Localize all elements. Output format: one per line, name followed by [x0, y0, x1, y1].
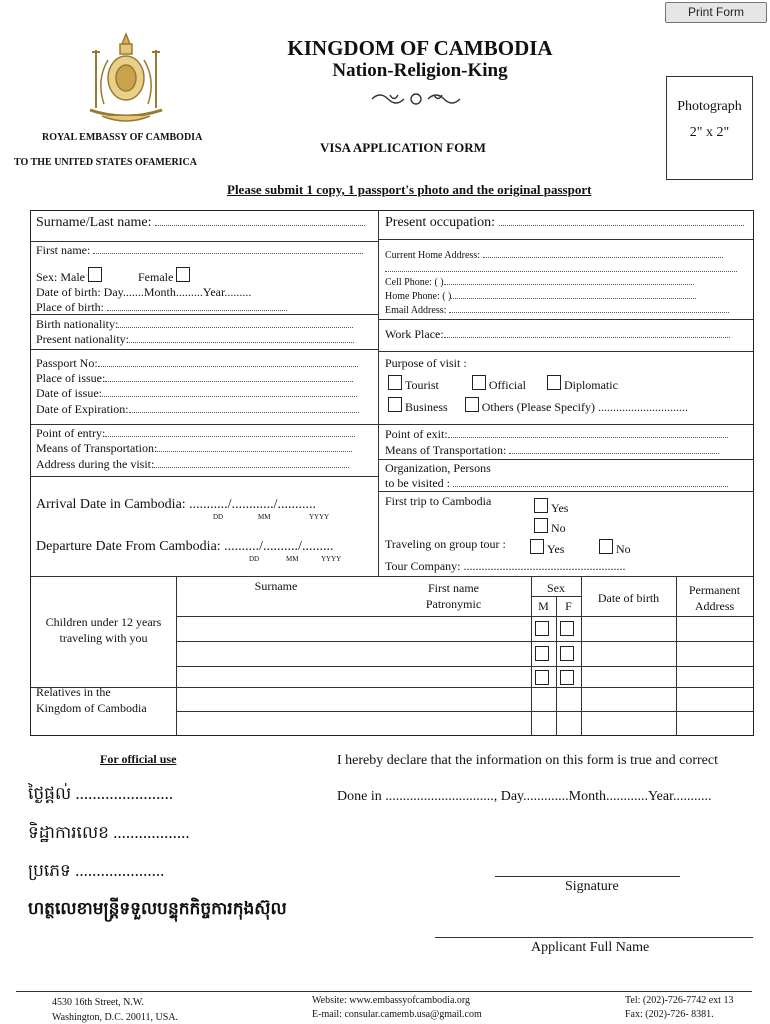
first-trip-yes	[531, 498, 568, 516]
col-dob: Date of birth	[597, 591, 660, 605]
child3-f-checkbox[interactable]	[560, 670, 574, 685]
children-label-2: traveling with you	[59, 631, 148, 645]
diplomatic-label: Diplomatic	[563, 378, 618, 392]
surname-field[interactable]	[36, 215, 365, 231]
birth-nationality-label: Birth nationality:	[36, 317, 119, 331]
col-surname: Surname	[254, 579, 298, 593]
place-of-birth-label: Place of birth:	[36, 300, 104, 314]
email-address-label: Email Address:	[385, 305, 447, 316]
date-of-issue-label: Date of issue:	[36, 386, 102, 400]
declaration-statement: I hereby declare that the information on this form is true and correct	[337, 753, 718, 768]
first-trip-no-label: No	[551, 521, 566, 535]
point-of-entry-field[interactable]	[36, 426, 355, 441]
purpose-row-2	[385, 397, 688, 415]
footer-email: E-mail: consular.camemb.usa@gmail.com	[312, 1009, 482, 1020]
official-label: Official	[488, 378, 526, 392]
motto-title: Nation-Religion-King	[332, 60, 508, 81]
form-title: VISA APPLICATION FORM	[320, 140, 486, 155]
male-checkbox[interactable]	[88, 267, 102, 282]
dob-field[interactable]: Date of birth: Day.......Month.........Year.........	[36, 285, 252, 299]
embassy-line1: ROYAL EMBASSY OF CAMBODIA	[42, 132, 203, 143]
tour-company-field[interactable]: Tour Company: ......................................................	[385, 559, 626, 573]
email-address-field[interactable]	[385, 303, 729, 316]
address-during-visit-field[interactable]	[36, 457, 349, 472]
present-nationality-label: Present nationality:	[36, 332, 129, 346]
business-checkbox[interactable]	[388, 397, 402, 412]
col-address-1: Permanent	[688, 583, 741, 597]
full-name-label: Applicant Full Name	[531, 940, 650, 955]
sex-row	[36, 267, 193, 285]
application-form-grid	[30, 210, 754, 736]
cell-phone-field[interactable]	[385, 275, 694, 288]
departure-dd: DD	[249, 555, 260, 563]
khmer-visa-number: ទិដ្ឋាការលេខ ..................	[28, 823, 190, 842]
group-tour-yes	[527, 539, 564, 557]
address-during-visit-label: Address during the visit:	[36, 457, 155, 471]
full-name-line[interactable]	[435, 937, 753, 938]
date-of-issue-field[interactable]	[36, 386, 357, 401]
birth-nationality-field[interactable]	[36, 317, 353, 332]
point-of-exit-field[interactable]	[385, 427, 728, 442]
first-trip-yes-label: Yes	[551, 501, 569, 515]
photo-label: Photograph	[677, 99, 742, 114]
first-name-label: First name:	[36, 243, 91, 257]
print-form-button[interactable]: Print Form	[665, 2, 767, 23]
female-checkbox[interactable]	[176, 267, 190, 282]
khmer-consular-signature: ហត្ថលេខាមន្ត្រីទទួលបន្ទុកកិច្ចការកុងស៊ុល	[28, 899, 287, 918]
done-in-field[interactable]: Done in ..............................., Day.............Month............Year...........	[337, 789, 712, 804]
official-use-title: For official use	[100, 752, 177, 766]
khmer-type: ប្រភេទ .....................	[28, 861, 165, 880]
organization-label: Organization, Persons	[385, 461, 491, 475]
group-tour-no	[596, 539, 631, 557]
means-of-transport-right-label: Means of Transportation:	[385, 443, 507, 457]
arrival-mm: MM	[258, 513, 271, 521]
place-of-issue-label: Place of issue:	[36, 371, 106, 385]
first-trip-label: First trip to Cambodia	[385, 494, 492, 508]
address-line-2[interactable]	[385, 262, 737, 275]
first-trip-yes-checkbox[interactable]	[534, 498, 548, 513]
business-label: Business	[405, 400, 448, 414]
group-tour-label: Traveling on group tour :	[385, 537, 506, 551]
col-first-name: First name	[428, 581, 479, 595]
surname-label: Surname/Last name:	[36, 215, 152, 230]
point-of-exit-label: Point of exit:	[385, 427, 448, 441]
means-of-transport-left-field[interactable]	[36, 441, 352, 456]
work-place-field[interactable]	[385, 327, 730, 342]
to-be-visited-label: to be visited :	[385, 476, 450, 490]
official-checkbox[interactable]	[472, 375, 486, 390]
child2-m-checkbox[interactable]	[535, 646, 549, 661]
present-occupation-label: Present occupation:	[385, 215, 496, 230]
cell-phone-label: Cell Phone: ( )	[385, 277, 444, 288]
col-address-2: Address	[694, 599, 735, 613]
tourist-label: Tourist	[405, 378, 439, 392]
signature-label: Signature	[565, 879, 619, 894]
current-home-address-label: Current Home Address:	[385, 250, 480, 261]
col-f: F	[565, 599, 572, 613]
submit-note: Please submit 1 copy, 1 passport's photo and the original passport	[227, 182, 592, 197]
present-occupation-field[interactable]	[385, 215, 744, 231]
group-tour-yes-label: Yes	[547, 542, 565, 556]
home-phone-field[interactable]	[385, 289, 696, 302]
means-of-transport-left-label: Means of Transportation:	[36, 441, 158, 455]
means-of-transport-right-field[interactable]	[385, 443, 719, 458]
current-home-address-field[interactable]	[385, 248, 723, 261]
khmer-date-issued: ថ្ងៃផ្តល់ .......................	[28, 784, 174, 803]
purpose-row-1	[385, 375, 618, 393]
first-trip-no	[531, 518, 566, 536]
sex-male-label: Sex: Male	[36, 270, 85, 284]
footer-fax: Fax: (202)-726- 8381.	[625, 1009, 714, 1020]
others-label: Others (Please Specify) ..............................	[481, 400, 688, 414]
departure-date-field[interactable]: Departure Date From Cambodia: ........../........../.........	[36, 539, 334, 554]
date-of-expiration-field[interactable]	[36, 402, 359, 417]
arrival-dd: DD	[213, 513, 224, 521]
sex-female-label: Female	[138, 270, 174, 284]
ornament-icon	[368, 90, 464, 108]
arrival-date-field[interactable]: Arrival Date in Cambodia: .........../............/...........	[36, 497, 316, 512]
child1-f-checkbox[interactable]	[560, 621, 574, 636]
diplomatic-checkbox[interactable]	[547, 375, 561, 390]
work-place-label: Work Place:	[385, 327, 444, 341]
children-label-1: Children under 12 years	[45, 615, 162, 629]
home-phone-label: Home Phone: ( )	[385, 291, 452, 302]
departure-mm: MM	[286, 555, 299, 563]
first-name-field[interactable]	[36, 243, 363, 258]
to-be-visited-field[interactable]	[385, 476, 728, 491]
relatives-label-1: Relatives in the	[36, 685, 111, 699]
footer-address-2: Washington, D.C. 20011, USA.	[52, 1012, 179, 1023]
group-tour-yes-checkbox[interactable]	[530, 539, 544, 554]
first-trip-no-checkbox[interactable]	[534, 518, 548, 533]
footer-tel: Tel: (202)-726-7742 ext 13	[625, 995, 734, 1006]
col-m: M	[538, 599, 549, 613]
departure-yyyy: YYYY	[321, 555, 342, 563]
place-of-birth-field[interactable]	[36, 300, 287, 315]
photo-size: 2" x 2"	[689, 125, 730, 140]
group-tour-no-checkbox[interactable]	[599, 539, 613, 554]
footer-website: Website: www.embassyofcambodia.org	[312, 995, 471, 1006]
kingdom-title: KINGDOM OF CAMBODIA	[287, 36, 553, 60]
date-of-expiration-label: Date of Expiration:	[36, 402, 129, 416]
passport-no-field[interactable]	[36, 356, 358, 371]
group-tour-no-label: No	[616, 542, 631, 556]
embassy-line2: TO THE UNITED STATES OFAMERICA	[14, 157, 198, 168]
passport-no-label: Passport No:	[36, 356, 98, 370]
place-of-issue-field[interactable]	[36, 371, 353, 386]
signature-line[interactable]	[495, 876, 680, 877]
present-nationality-field[interactable]	[36, 332, 354, 347]
royal-emblem-icon	[82, 30, 170, 126]
point-of-entry-label: Point of entry:	[36, 426, 106, 440]
col-sex: Sex	[547, 581, 565, 595]
child3-m-checkbox[interactable]	[535, 670, 549, 685]
child1-m-checkbox[interactable]	[535, 621, 549, 636]
child2-f-checkbox[interactable]	[560, 646, 574, 661]
col-patronymic: Patronymic	[425, 597, 482, 611]
relatives-label-2: Kingdom of Cambodia	[36, 701, 147, 715]
arrival-yyyy: YYYY	[309, 513, 330, 521]
others-checkbox[interactable]	[465, 397, 479, 412]
photo-box	[666, 76, 753, 180]
purpose-of-visit-label: Purpose of visit :	[385, 356, 467, 370]
footer-address-1: 4530 16th Street, N.W.	[52, 997, 144, 1008]
footer-divider	[16, 991, 752, 992]
tourist-checkbox[interactable]	[388, 375, 402, 390]
